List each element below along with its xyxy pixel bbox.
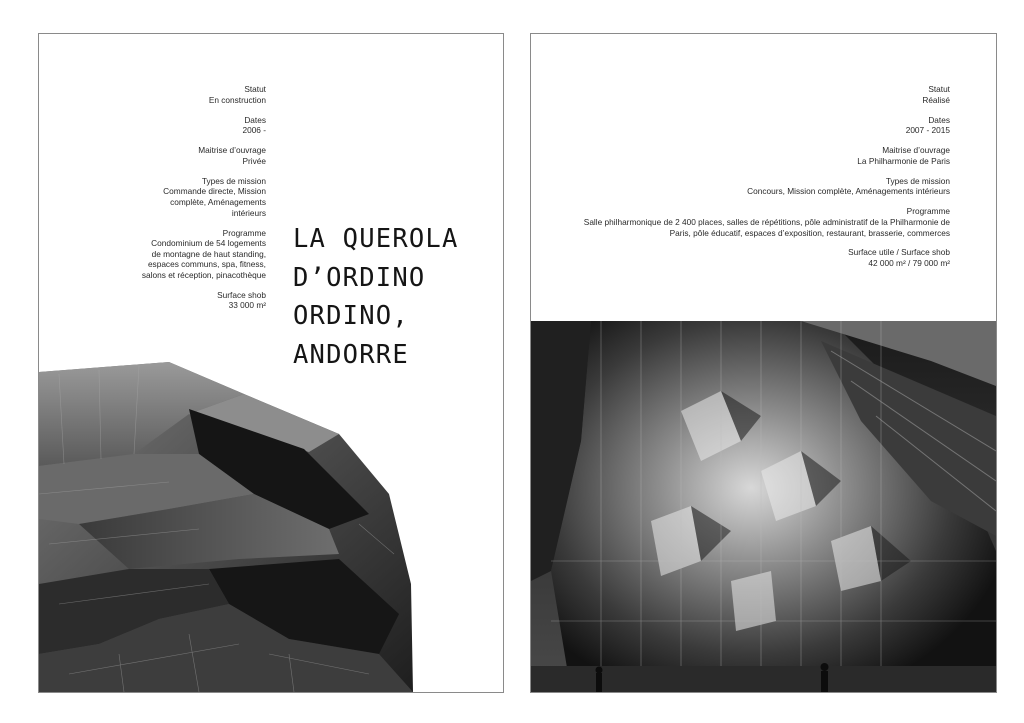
mission-types-entry	[126, 176, 266, 218]
status-label: Statut	[928, 84, 950, 94]
client-entry	[126, 145, 266, 166]
surface-value: 33 000 m²	[228, 300, 266, 311]
program-value: Condominium de 54 logements de montagne de haut standing, espaces communs, spa, fitness, salons et réception, pinacothèque	[141, 238, 266, 280]
building-photo-querola	[39, 354, 503, 692]
mission-types-label: Types de mission	[885, 175, 950, 186]
program-entry	[126, 228, 266, 281]
program-label: Programme	[222, 227, 266, 238]
program-label: Programme	[906, 206, 950, 217]
client-value: Privée	[242, 155, 266, 166]
program-value: Salle philharmonique de 2 400 places, salles de répétitions, pôle administratif de la Philharmonie de Paris, pôle éducatif, espaces d’exposition, restaurant, brasserie, commerces	[583, 216, 950, 238]
project-title	[293, 220, 459, 374]
left-page	[38, 33, 504, 693]
mission-types-value: Concours, Mission complète, Aménagements intérieurs	[747, 186, 950, 197]
surface-label: Surface shob	[217, 289, 266, 300]
title-line: ANDORRE	[293, 339, 409, 370]
surface-entry	[560, 247, 950, 268]
title-line: LA QUEROLA	[293, 224, 459, 254]
program-entry	[560, 206, 950, 238]
status-value: En construction	[208, 94, 266, 105]
client-label: Maitrise d’ouvrage	[198, 145, 266, 156]
status-value: Réalisé	[922, 94, 950, 105]
client-label: Maitrise d’ouvrage	[882, 145, 950, 156]
dates-entry	[126, 115, 266, 136]
status-entry	[560, 84, 950, 105]
philharmonie-interior-photo	[531, 321, 996, 692]
title-line: D’ORDINO	[293, 262, 426, 293]
dates-label: Dates	[928, 114, 950, 125]
dates-entry	[560, 115, 950, 136]
client-entry	[560, 145, 950, 166]
project-info-block	[126, 84, 266, 320]
mission-types-label: Types de mission	[201, 175, 266, 186]
dates-value: 2006 -	[242, 125, 266, 136]
project-info-block	[560, 84, 950, 278]
right-page	[530, 33, 997, 693]
client-value: La Philharmonie de Paris	[857, 155, 950, 166]
title-line: ORDINO,	[293, 301, 409, 331]
mission-types-value: Commande directe, Mission complète, Aménagements intérieurs	[163, 186, 266, 218]
surface-label: Surface utile / Surface shob	[848, 247, 950, 258]
dates-value: 2007 - 2015	[905, 125, 950, 136]
status-entry	[126, 84, 266, 105]
mission-types-entry	[560, 176, 950, 197]
surface-entry	[126, 290, 266, 311]
surface-value: 42 000 m² / 79 000 m²	[868, 258, 950, 269]
dates-label: Dates	[244, 114, 266, 125]
status-label: Statut	[244, 84, 266, 94]
